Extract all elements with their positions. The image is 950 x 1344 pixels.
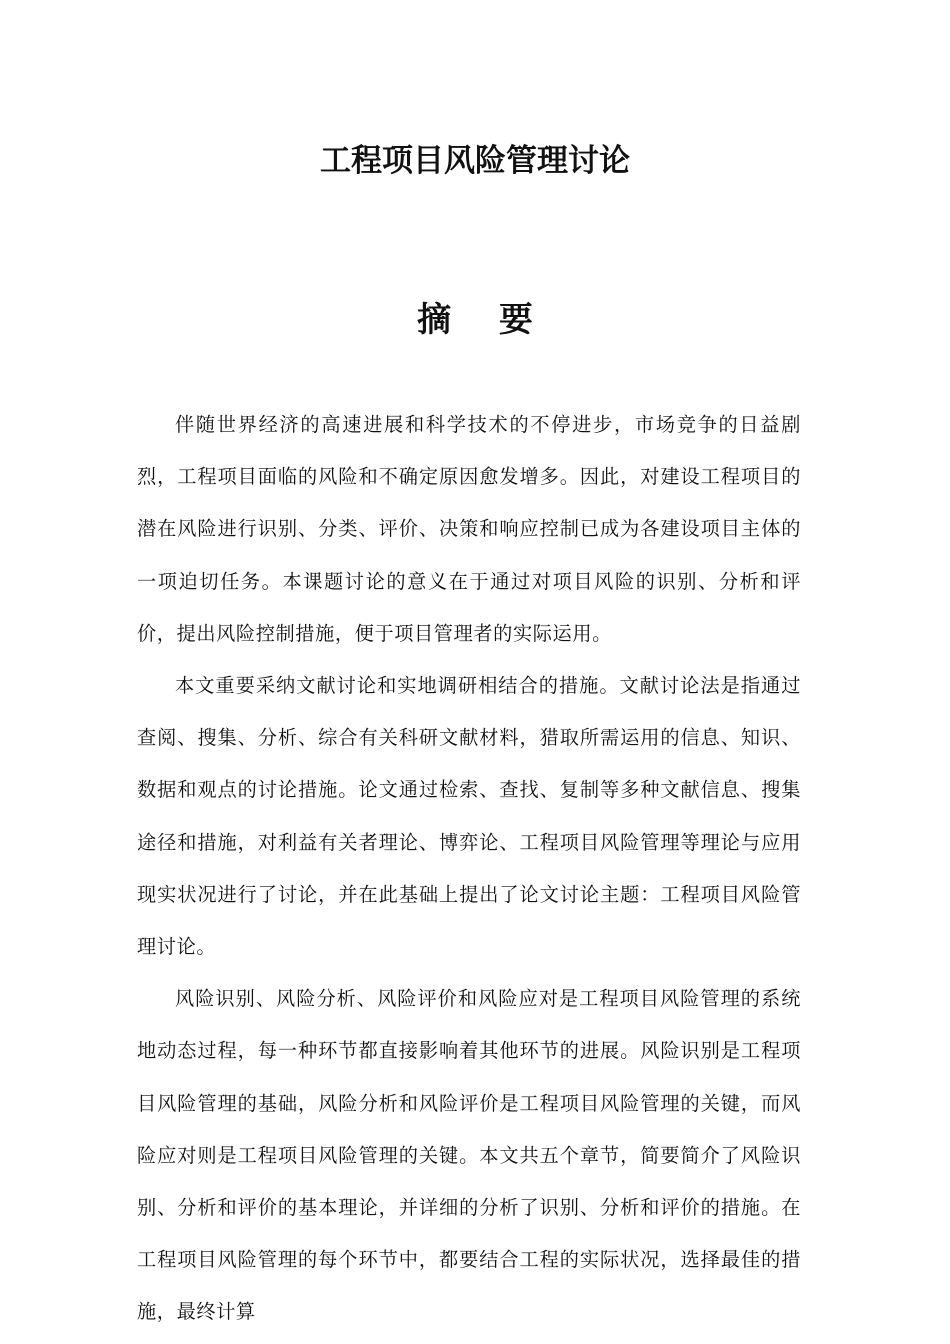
abstract-paragraph-2: 本文重要采纳文献讨论和实地调研相结合的措施。文献讨论法是指通过查阅、搜集、分析、综合有关科研文献材料，猎取所需运用的信息、知识、数据和观点的讨论措施。论文通过检索、查找、复制等多种文献信息、搜集途径和措施，对利益有关者理论、博弈论、工程项目风险管理等理论与应用现实状况进行了讨论，并在此基础上提出了论文讨论主题：工程项目风险管理讨论。 [137, 674, 801, 959]
abstract-paragraph-3: 风险识别、风险分析、风险评价和风险应对是工程项目风险管理的系统地动态过程，每一种环节都直接影响着其他环节的进展。风险识别是工程项目风险管理的基础，风险分析和风险评价是工程项目风险管理的关键，而风险应对则是工程项目风险管理的关键。本文共五个章节，简要简介了风险识别、分析和评价的基本理论，并详细的分析了识别、分析和评价的措施。在工程项目风险管理的每个环节中，都要结合工程的实际状况，选择最佳的措施，最终计算 [137, 987, 801, 1324]
abstract-body [137, 399, 801, 1339]
document-title: 工程项目风险管理讨论 [320, 143, 630, 179]
abstract-paragraph-1: 伴随世界经济的高速进展和科学技术的不停进步，市场竞争的日益剧烈，工程项目面临的风险和不确定原因愈发增多。因此，对建设工程项目的潜在风险进行识别、分类、评价、决策和响应控制已成为各建设项目主体的一项迫切任务。本课题讨论的意义在于通过对项目风险的识别、分析和评价，提出风险控制措施，便于项目管理者的实际运用。 [137, 413, 801, 645]
abstract-heading: 摘 要 [417, 300, 551, 340]
